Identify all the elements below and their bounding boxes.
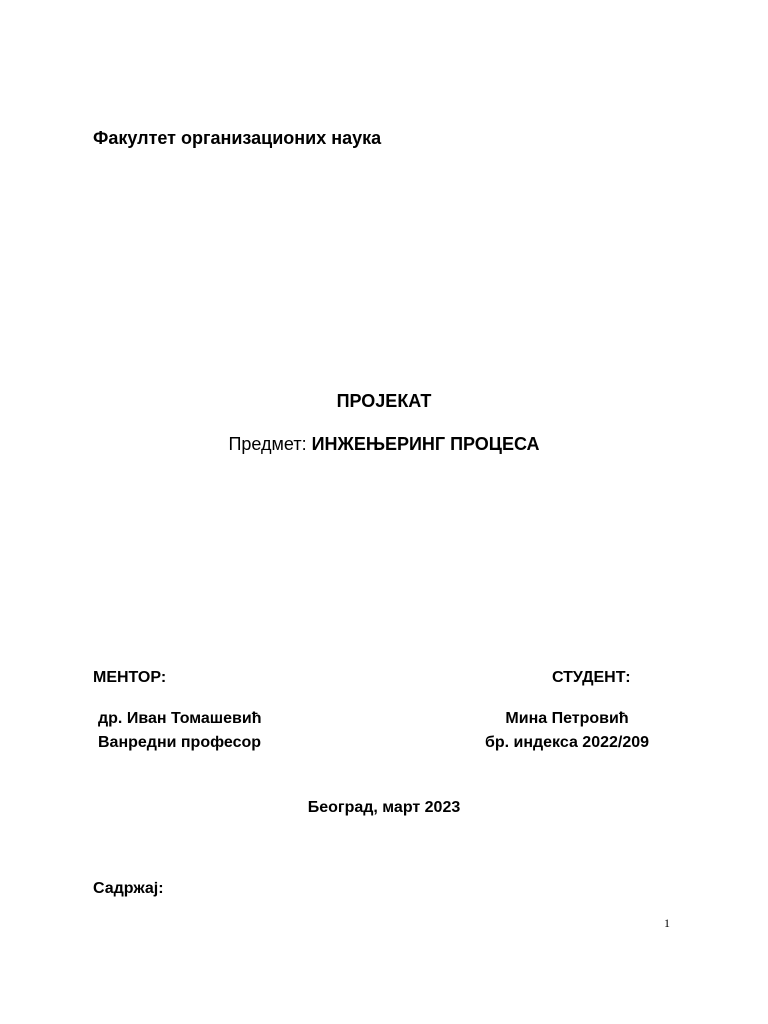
page-number: 1 [664,916,670,930]
mentor-heading: МЕНТОР: [93,669,167,686]
contents-heading: Садржај: [93,880,164,897]
subject-name: ИНЖЕЊЕРИНГ ПРОЦЕСА [311,434,540,454]
student-name: Мина Петровић [505,710,629,727]
faculty-name: Факултет организационих наука [93,128,382,148]
mentor-name: др. Иван Томашевић [98,710,262,727]
student-heading: СТУДЕНТ: [552,669,631,686]
project-title: ПРОЈЕКАТ [336,391,432,411]
subject-label: Предмет: [228,434,307,454]
place-date: Београд, март 2023 [307,799,461,816]
subject-line [0,435,768,453]
mentor-title: Ванредни професор [98,734,262,751]
student-index: бр. индекса 2022/209 [484,734,650,751]
